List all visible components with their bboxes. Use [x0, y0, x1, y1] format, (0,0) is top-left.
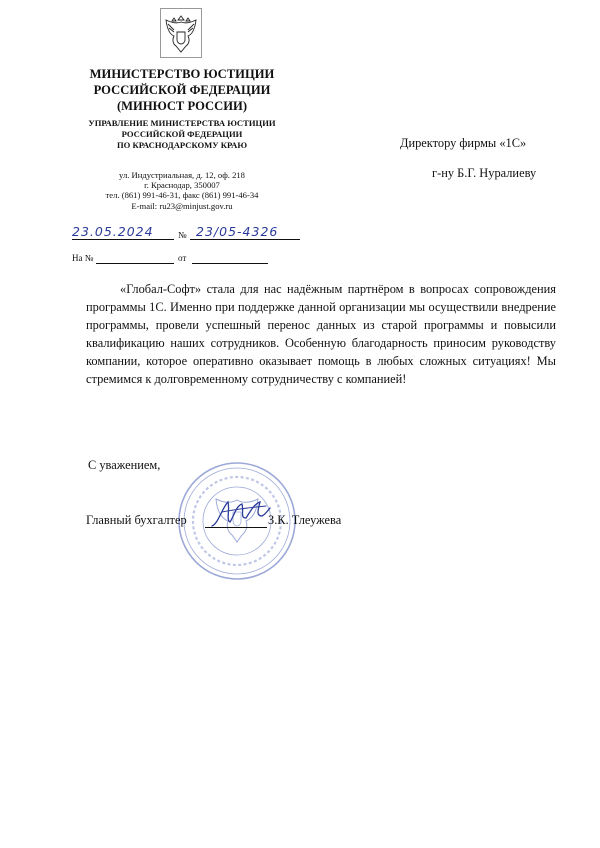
signer-name: З.К. Тлеужева [268, 513, 342, 527]
ref-date-underline [72, 239, 174, 240]
address-email: E-mail: ru23@minjust.gov.ru [131, 200, 233, 211]
recipient-line-1: Директору фирмы «1С» [400, 136, 527, 150]
org-line-2: РОССИЙСКОЙ ФЕДЕРАЦИИ [93, 83, 271, 97]
ref-number-label: № [178, 230, 187, 240]
org-line-1: МИНИСТЕРСТВО ЮСТИЦИИ [89, 67, 275, 81]
in-reply-from-label: от [178, 253, 187, 263]
organization-name [60, 66, 304, 114]
address-city: г. Краснодар, 350007 [144, 180, 220, 191]
in-reply-date-line [192, 263, 268, 264]
dept-line-2: РОССИЙСКОЙ ФЕДЕРАЦИИ [121, 129, 243, 139]
address-street: ул. Индустриальная, д. 12, оф. 218 [119, 170, 245, 180]
coat-of-arms-icon [160, 8, 202, 58]
org-line-3: (МИНЮСТ РОССИИ) [116, 99, 248, 113]
letter-body [86, 280, 556, 389]
dept-line-1: УПРАВЛЕНИЕ МИНИСТЕРСТВА ЮСТИЦИИ [88, 118, 276, 128]
ref-date: 23.05.2024 [72, 224, 154, 239]
recipient-line-2: г-ну Б.Г. Нуралиеву [432, 166, 537, 180]
address-block [60, 170, 304, 211]
body-paragraph: «Глобал-Софт» стала для нас надёжным партнёром в вопросах сопровождения программы 1С. Именно при поддержке данной организации мы осуществили внедрение программы, провели успешный перенос данных из старой программы и повысили квалификацию наших сотрудников. Особенную благодарность приносим руководству компании, которое оперативно оказывает помощь в любых сложных ситуациях! Мы стремимся к долговременному сотрудничеству с компанией! [86, 282, 556, 387]
ref-number: 23/05-4326 [196, 224, 279, 239]
closing-phrase: С уважением, [88, 458, 161, 472]
department-name [60, 118, 304, 151]
dept-line-3: ПО КРАСНОДАРСКОМУ КРАЮ [116, 140, 248, 150]
in-reply-number-line [96, 263, 174, 264]
signature-line [205, 527, 267, 528]
address-phone: тел. (861) 991-46-31, факс (861) 991-46-34 [105, 190, 259, 201]
ref-number-underline [190, 239, 300, 240]
in-reply-label: На № [72, 253, 94, 263]
signer-position: Главный бухгалтер [86, 513, 187, 527]
